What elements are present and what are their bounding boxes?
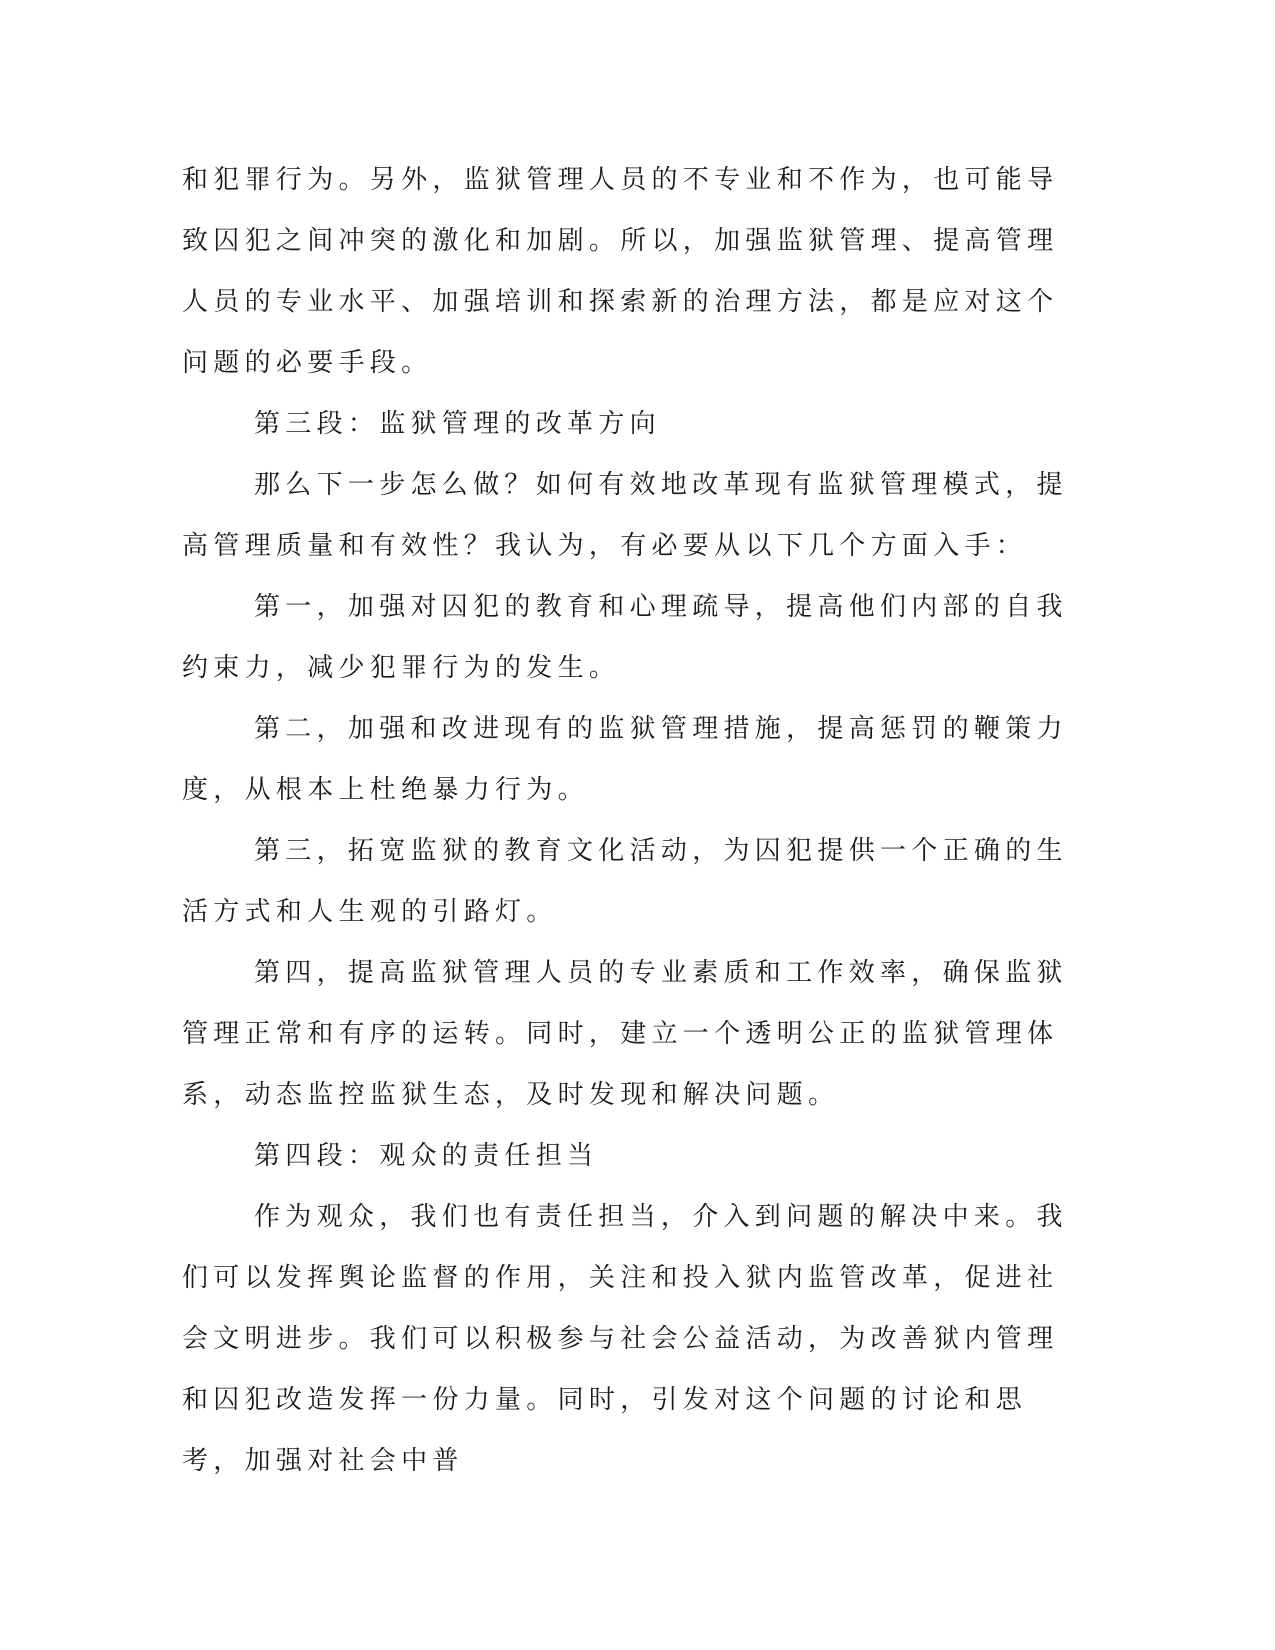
paragraph-2: 那么下一步怎么做？如何有效地改革现有监狱管理模式，提高管理质量和有效性？我认为，有必要从以下几个方面入手：: [182, 470, 1068, 561]
section-heading-4: 第四段：观众的责任担当: [254, 1141, 599, 1171]
paragraph-7: 作为观众，我们也有责任担当，介入到问题的解决中来。我们可以发挥舆论监督的作用，关注和投入狱内监管改革，促进社会文明进步。我们可以积极参与社会公益活动，为改善狱内管理和囚犯改造发挥一份力量。同时，引发对这个问题的讨论和思考，加强对社会中普: [182, 1202, 1068, 1476]
paragraph-5: 第三，拓宽监狱的教育文化活动，为囚犯提供一个正确的生活方式和人生观的引路灯。: [182, 836, 1068, 927]
paragraph-6: 第四，提高监狱管理人员的专业素质和工作效率，确保监狱管理正常和有序的运转。同时，建立一个透明公正的监狱管理体系，动态监控监狱生态，及时发现和解决问题。: [182, 958, 1068, 1110]
paragraph-1: 和犯罪行为。另外，监狱管理人员的不专业和不作为，也可能导致囚犯之间冲突的激化和加剧。所以，加强监狱管理、提高管理人员的专业水平、加强培训和探索新的治理方法，都是应对这个问题的必要手段。: [182, 165, 1059, 378]
paragraph-4: 第二，加强和改进现有的监狱管理措施，提高惩罚的鞭策力度，从根本上杜绝暴力行为。: [182, 714, 1068, 805]
paragraph-3: 第一，加强对囚犯的教育和心理疏导，提高他们内部的自我约束力，减少犯罪行为的发生。: [182, 592, 1068, 683]
section-heading-3: 第三段：监狱管理的改革方向: [254, 409, 661, 439]
document-body: [182, 150, 1082, 1492]
